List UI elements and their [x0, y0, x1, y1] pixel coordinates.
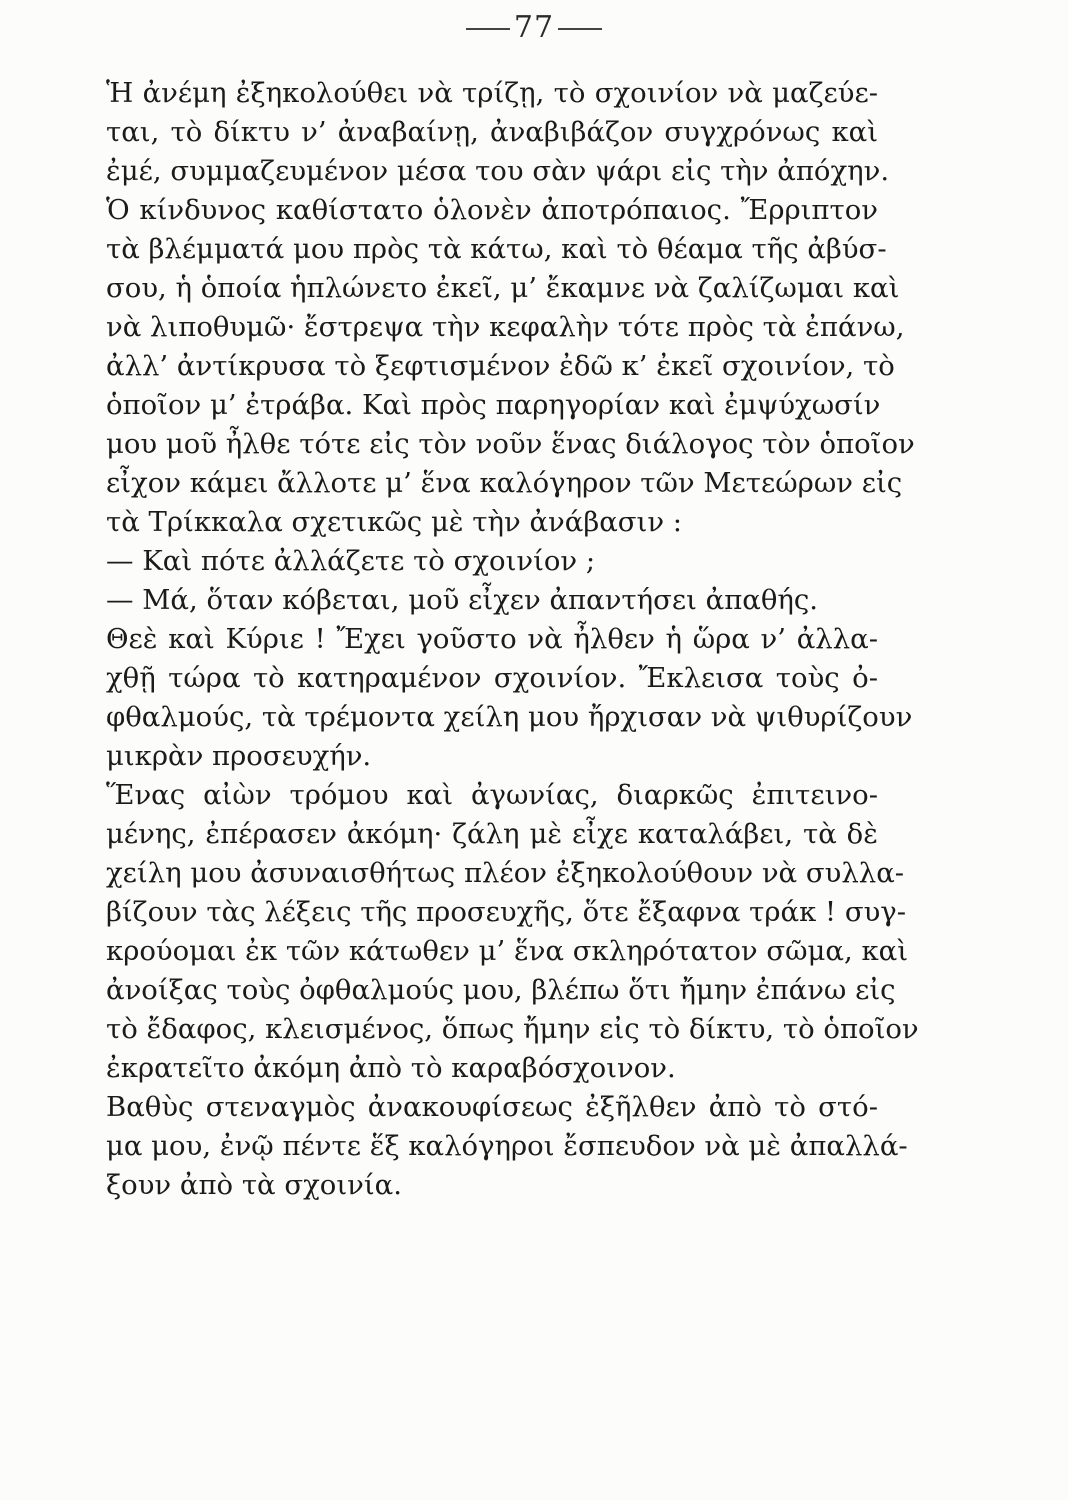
text-line: Ὁ κίνδυνος καθίστατο ὁλονὲν ἀποτρόπαιος. Ἔρριπτον [106, 194, 878, 226]
text-line: χείλη μου ἀσυναισθήτως πλέον ἐξηκολούθουν νὰ συλλα- [106, 857, 905, 889]
page-number [0, 10, 1068, 45]
text-line: ὁποῖον μ’ ἐτράβα. Καὶ πρὸς παρηγορίαν καὶ ἐμψύχωσίν [106, 389, 881, 421]
text-line: κρούομαι ἐκ τῶν κάτωθεν μ’ ἕνα σκληρότατον σῶμα, καὶ [106, 935, 908, 967]
text-line: ἀνοίξας τοὺς ὀφθαλμούς μου, βλέπω ὅτι ἤμην ἐπάνω εἰς [106, 974, 896, 1006]
text-line: τὸ ἔδαφος, κλεισμένος, ὅπως ἤμην εἰς τὸ δίκτυ, τὸ ὁποῖον [106, 1013, 919, 1045]
left-dash [466, 28, 510, 30]
text-line: τὰ Τρίκκαλα σχετικῶς μὲ τὴν ἀνάβασιν : [106, 506, 683, 538]
text-line: μα μου, ἐνῷ πέντε ἕξ καλόγηροι ἔσπευδον νὰ μὲ ἀπαλλά- [106, 1130, 908, 1162]
body-text [106, 74, 919, 1205]
text-line: Ἡ ἀνέμη ἐξηκολούθει νὰ τρίζῃ, τὸ σχοινίον νὰ μαζεύε- [106, 77, 878, 109]
dialogue-line: — Καὶ πότε ἀλλάζετε τὸ σχοινίον ; [106, 545, 596, 577]
right-dash [558, 28, 602, 30]
text-line: τὰ βλέμματά μου πρὸς τὰ κάτω, καὶ τὸ θέαμα τῆς ἀβύσ- [106, 233, 887, 265]
text-line: Βαθὺς στεναγμὸς ἀνακουφίσεως ἐξῆλθεν ἀπὸ τὸ στό- [106, 1091, 878, 1123]
text-line: μου μοῦ ἦλθε τότε εἰς τὸν νοῦν ἕνας διάλογος τὸν ὁποῖον [106, 428, 915, 460]
text-line: νὰ λιποθυμῶ· ἔστρεψα τὴν κεφαλὴν τότε πρὸς τὰ ἐπάνω, [106, 311, 905, 343]
text-line: εἶχον κάμει ἄλλοτε μ’ ἕνα καλόγηρον τῶν Μετεώρων εἰς [106, 467, 903, 499]
text-line: σου, ἡ ὁποία ἡπλώνετο ἐκεῖ, μ’ ἔκαμνε νὰ ζαλίζωμαι καὶ [106, 272, 900, 304]
text-line: φθαλμούς, τὰ τρέμοντα χείλη μου ἤρχισαν νὰ ψιθυρίζουν [106, 701, 913, 733]
text-line: βίζουν τὰς λέξεις τῆς προσευχῆς, ὅτε ἔξαφνα τράκ ! συγ- [106, 896, 907, 928]
text-line: Ἕνας αἰὼν τρόμου καὶ ἀγωνίας, διαρκῶς ἐπιτεινο- [106, 779, 878, 811]
text-line: Θεὲ καὶ Κύριε ! Ἔχει γοῦστο νὰ ἦλθεν ἡ ὥρα ν’ ἀλλα- [106, 623, 878, 655]
text-line: μένης, ἐπέρασεν ἀκόμη· ζάλη μὲ εἶχε καταλάβει, τὰ δὲ [106, 818, 878, 850]
text-line: ἐκρατεῖτο ἀκόμη ἀπὸ τὸ καραβόσχοινον. [106, 1052, 676, 1084]
text-line: μικρὰν προσευχήν. [106, 740, 372, 772]
text-line: ξουν ἀπὸ τὰ σχοινία. [106, 1169, 402, 1201]
page-number-text: 77 [513, 10, 555, 45]
dialogue-line: — Μά, ὅταν κόβεται, μοῦ εἶχεν ἀπαντήσει ἀπαθής. [106, 584, 819, 616]
text-line: ἐμέ, συμμαζευμένον μέσα του σὰν ψάρι εἰς τὴν ἀπόχην. [106, 155, 890, 187]
text-line: ἀλλ’ ἀντίκρυσα τὸ ξεφτισμένον ἐδῶ κ’ ἐκεῖ σχοινίον, τὸ [106, 350, 895, 382]
text-line: χθῇ τώρα τὸ κατηραμένον σχοινίον. Ἔκλεισα τοὺς ὀ- [106, 662, 878, 694]
text-line: ται, τὸ δίκτυ ν’ ἀναβαίνῃ, ἀναβιβάζον συγχρόνως καὶ [106, 116, 878, 148]
